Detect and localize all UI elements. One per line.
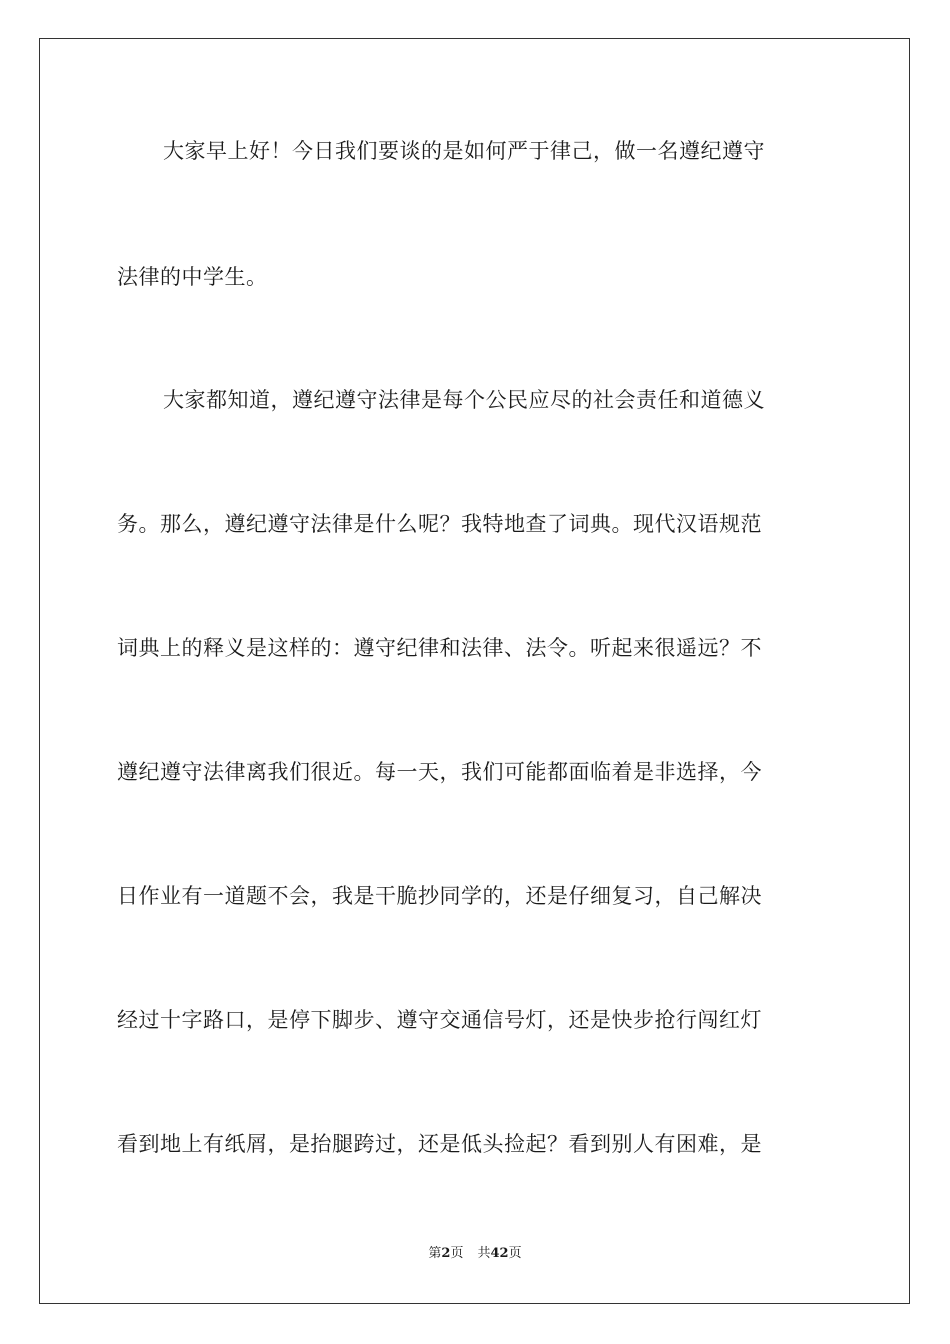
paragraph-1-line-1: 大家早上好！今日我们要谈的是如何严于律己，做一名遵纪遵守 <box>163 139 765 163</box>
footer-total-prefix: 共 <box>477 1246 491 1261</box>
footer-page-prefix: 第 <box>428 1246 442 1261</box>
paragraph-2-line-7: 看到地上有纸屑，是抬腿跨过，还是低头捡起？看到别人有困难，是 <box>117 1132 762 1156</box>
paragraph-2-line-6: 经过十字路口，是停下脚步、遵守交通信号灯，还是快步抢行闯红灯 <box>117 1008 762 1032</box>
paragraph-2-line-2: 务。那么，遵纪遵守法律是什么呢？我特地查了词典。现代汉语规范 <box>117 512 762 536</box>
footer-page-suffix: 页 <box>450 1246 464 1261</box>
paragraph-2-line-4: 遵纪遵守法律离我们很近。每一天，我们可能都面临着是非选择，今 <box>117 760 762 784</box>
paragraph-2-line-1: 大家都知道，遵纪遵守法律是每个公民应尽的社会责任和道德义 <box>163 388 765 412</box>
page-footer <box>0 1245 950 1263</box>
paragraph-1-line-2: 法律的中学生。 <box>117 265 268 289</box>
footer-page-number: 2 <box>441 1246 451 1261</box>
paragraph-2-line-3: 词典上的释义是这样的：遵守纪律和法律、法令。听起来很遥远？不 <box>117 636 762 660</box>
paragraph-2-line-5: 日作业有一道题不会，我是干脆抄同学的，还是仔细复习，自己解决 <box>117 884 762 908</box>
footer-total-number: 42 <box>490 1246 509 1261</box>
footer-total-suffix: 页 <box>508 1246 522 1261</box>
page-border <box>39 38 910 1304</box>
